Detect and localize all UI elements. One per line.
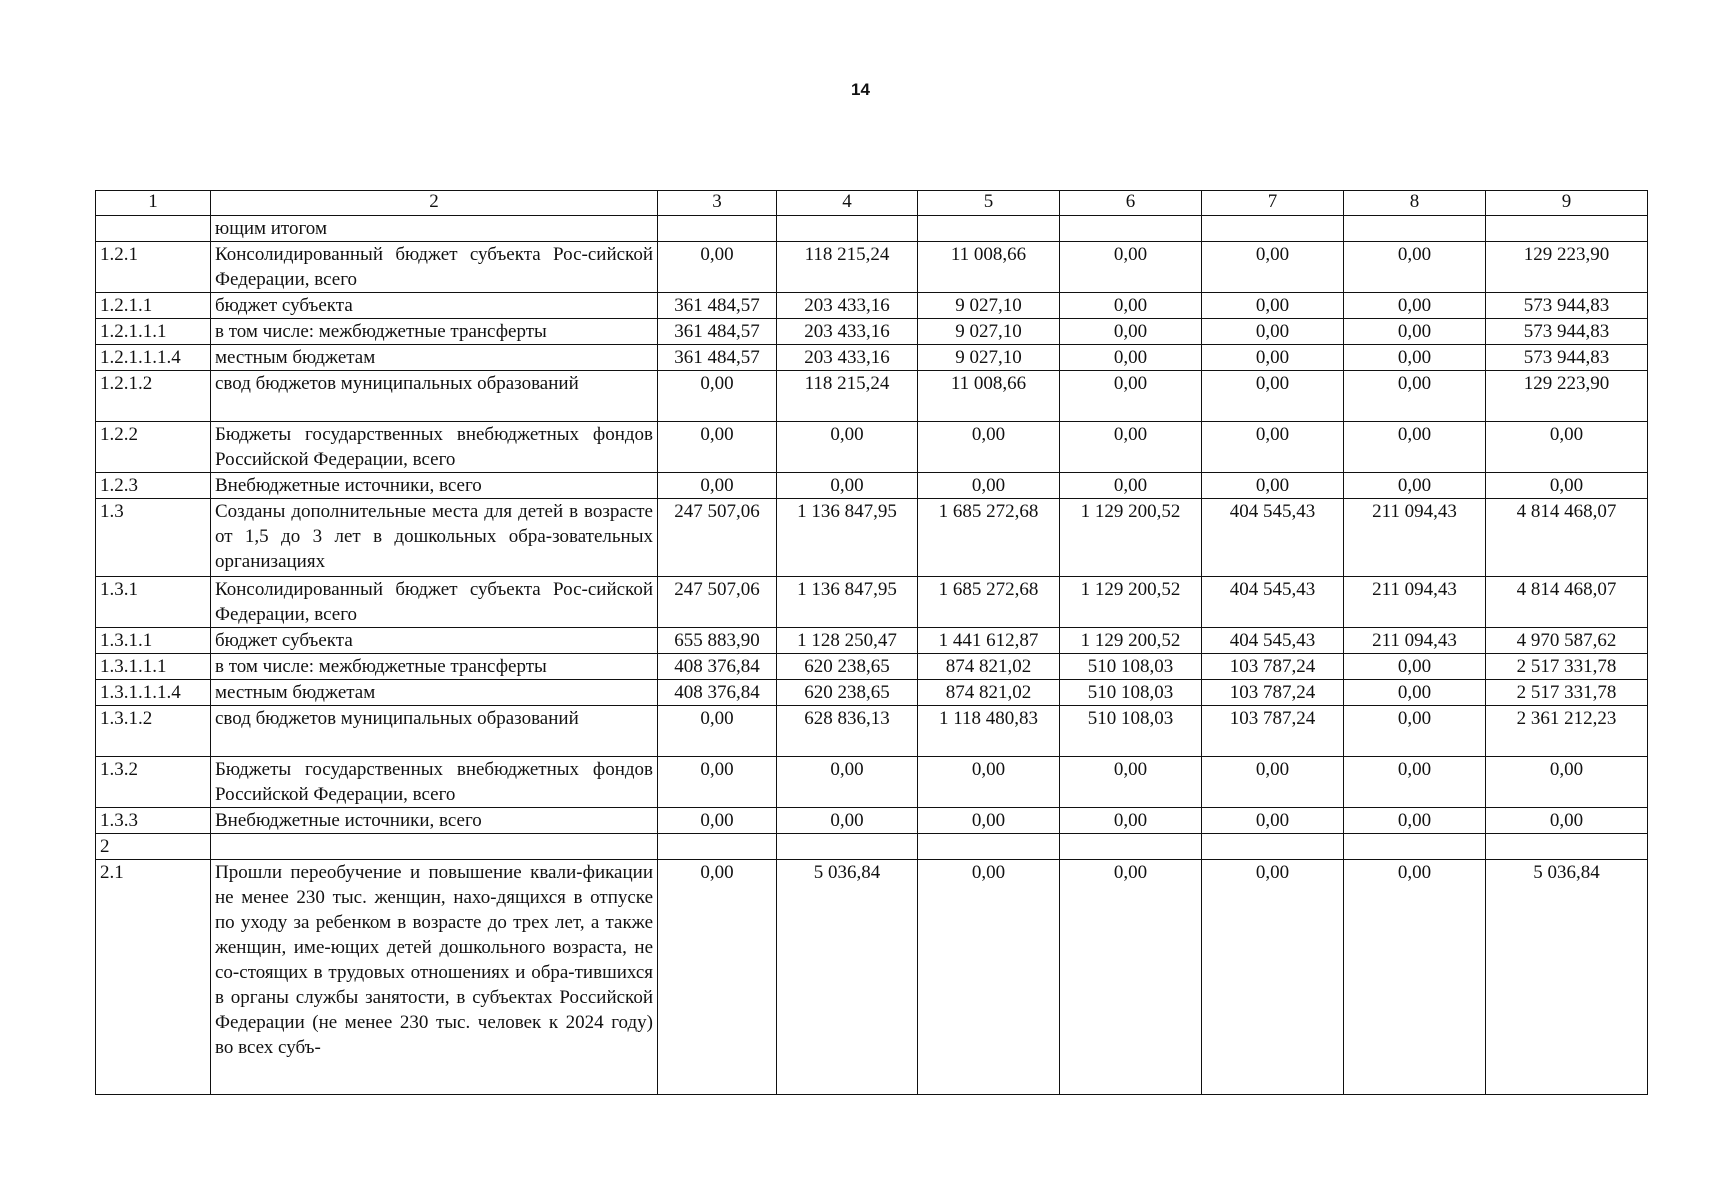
- row-code-cell: 1.3.1.1: [96, 628, 211, 654]
- value-cell-col-8: 0,00: [1344, 293, 1486, 319]
- value-cell-col-9: 0,00: [1486, 422, 1648, 473]
- value-cell-col-7: 103 787,24: [1202, 654, 1344, 680]
- row-description-cell: в том числе: межбюджетные трансферты: [211, 319, 658, 345]
- value-cell-col-9: 0,00: [1486, 473, 1648, 499]
- table-row: [96, 577, 1648, 628]
- value-cell-col-6: 0,00: [1060, 293, 1202, 319]
- value-cell-col-5: 0,00: [918, 473, 1060, 499]
- value-cell-col-6: 0,00: [1060, 757, 1202, 808]
- value-cell-col-7: 0,00: [1202, 242, 1344, 293]
- table-row: [96, 680, 1648, 706]
- value-cell-col-4: 1 136 847,95: [777, 499, 918, 577]
- value-cell-col-4: 620 238,65: [777, 680, 918, 706]
- value-cell-col-5: 0,00: [918, 808, 1060, 834]
- column-header: 1: [96, 191, 211, 216]
- row-code-cell: 1.3.1.1.1.4: [96, 680, 211, 706]
- value-cell-col-4: 0,00: [777, 808, 918, 834]
- value-cell-col-6: 510 108,03: [1060, 654, 1202, 680]
- value-cell-col-3: 361 484,57: [658, 319, 777, 345]
- value-cell-col-8: 0,00: [1344, 654, 1486, 680]
- value-cell-col-7: 0,00: [1202, 319, 1344, 345]
- value-cell-col-6: [1060, 216, 1202, 242]
- row-code-cell: 1.3.3: [96, 808, 211, 834]
- table-row: [96, 757, 1648, 808]
- value-cell-col-4: 628 836,13: [777, 706, 918, 757]
- value-cell-col-8: 0,00: [1344, 319, 1486, 345]
- value-cell-col-5: 1 441 612,87: [918, 628, 1060, 654]
- row-description-cell: местным бюджетам: [211, 345, 658, 371]
- value-cell-col-9: 129 223,90: [1486, 371, 1648, 422]
- row-code-cell: 1.2.1.1.1: [96, 319, 211, 345]
- table-row: [96, 628, 1648, 654]
- table-row: [96, 499, 1648, 577]
- value-cell-col-9: 2 517 331,78: [1486, 654, 1648, 680]
- row-description-cell: ющим итогом: [211, 216, 658, 242]
- value-cell-col-5: 9 027,10: [918, 293, 1060, 319]
- table-row: [96, 422, 1648, 473]
- value-cell-col-3: 247 507,06: [658, 577, 777, 628]
- value-cell-col-6: 0,00: [1060, 808, 1202, 834]
- value-cell-col-3: 0,00: [658, 757, 777, 808]
- value-cell-col-6: 0,00: [1060, 319, 1202, 345]
- value-cell-col-4: 203 433,16: [777, 345, 918, 371]
- row-code-cell: [96, 216, 211, 242]
- row-code-cell: 1.3.2: [96, 757, 211, 808]
- value-cell-col-5: 0,00: [918, 422, 1060, 473]
- value-cell-col-9: 573 944,83: [1486, 293, 1648, 319]
- row-code-cell: 1.2.1.1.1.4: [96, 345, 211, 371]
- row-code-cell: 1.2.2: [96, 422, 211, 473]
- value-cell-col-8: 211 094,43: [1344, 577, 1486, 628]
- value-cell-col-7: 0,00: [1202, 860, 1344, 1095]
- row-description-cell: бюджет субъекта: [211, 628, 658, 654]
- value-cell-col-3: 247 507,06: [658, 499, 777, 577]
- value-cell-col-4: 5 036,84: [777, 860, 918, 1095]
- row-code-cell: 1.2.1: [96, 242, 211, 293]
- value-cell-col-6: 1 129 200,52: [1060, 577, 1202, 628]
- value-cell-col-5: 1 118 480,83: [918, 706, 1060, 757]
- value-cell-col-8: 0,00: [1344, 706, 1486, 757]
- value-cell-col-7: [1202, 834, 1344, 860]
- value-cell-col-8: 0,00: [1344, 680, 1486, 706]
- value-cell-col-7: 0,00: [1202, 757, 1344, 808]
- value-cell-col-5: 0,00: [918, 757, 1060, 808]
- row-code-cell: 1.3.1.1.1: [96, 654, 211, 680]
- value-cell-col-5: 1 685 272,68: [918, 499, 1060, 577]
- value-cell-col-3: 0,00: [658, 706, 777, 757]
- value-cell-col-3: 0,00: [658, 473, 777, 499]
- value-cell-col-5: 11 008,66: [918, 242, 1060, 293]
- value-cell-col-9: 129 223,90: [1486, 242, 1648, 293]
- row-code-cell: 1.2.3: [96, 473, 211, 499]
- budget-table: [95, 190, 1648, 1095]
- row-description-cell: Внебюджетные источники, всего: [211, 808, 658, 834]
- value-cell-col-5: 874 821,02: [918, 654, 1060, 680]
- row-code-cell: 1.3: [96, 499, 211, 577]
- value-cell-col-7: 0,00: [1202, 473, 1344, 499]
- value-cell-col-8: 0,00: [1344, 345, 1486, 371]
- value-cell-col-6: 1 129 200,52: [1060, 628, 1202, 654]
- table-row: [96, 834, 1648, 860]
- table-row: [96, 654, 1648, 680]
- value-cell-col-9: [1486, 834, 1648, 860]
- value-cell-col-9: 0,00: [1486, 757, 1648, 808]
- value-cell-col-4: 1 136 847,95: [777, 577, 918, 628]
- table-row: [96, 371, 1648, 422]
- row-code-cell: 1.3.1: [96, 577, 211, 628]
- value-cell-col-4: 118 215,24: [777, 242, 918, 293]
- value-cell-col-5: 874 821,02: [918, 680, 1060, 706]
- value-cell-col-7: 0,00: [1202, 422, 1344, 473]
- value-cell-col-5: 11 008,66: [918, 371, 1060, 422]
- value-cell-col-9: 4 970 587,62: [1486, 628, 1648, 654]
- value-cell-col-9: 5 036,84: [1486, 860, 1648, 1095]
- value-cell-col-9: 573 944,83: [1486, 345, 1648, 371]
- value-cell-col-5: [918, 216, 1060, 242]
- value-cell-col-8: 0,00: [1344, 860, 1486, 1095]
- value-cell-col-7: 0,00: [1202, 293, 1344, 319]
- value-cell-col-4: 0,00: [777, 422, 918, 473]
- row-code-cell: 2: [96, 834, 211, 860]
- table-row: [96, 216, 1648, 242]
- page-number: 14: [851, 80, 870, 99]
- value-cell-col-9: [1486, 216, 1648, 242]
- row-description-cell: Консолидированный бюджет субъекта Рос-сийской Федерации, всего: [211, 242, 658, 293]
- value-cell-col-9: 2 517 331,78: [1486, 680, 1648, 706]
- column-header: 5: [918, 191, 1060, 216]
- value-cell-col-7: 0,00: [1202, 371, 1344, 422]
- value-cell-col-3: 0,00: [658, 422, 777, 473]
- row-description-cell: свод бюджетов муниципальных образований: [211, 706, 658, 757]
- value-cell-col-6: 0,00: [1060, 422, 1202, 473]
- row-description-cell: бюджет субъекта: [211, 293, 658, 319]
- column-header: 7: [1202, 191, 1344, 216]
- table-row: [96, 293, 1648, 319]
- row-description-cell: Прошли переобучение и повышение квали-фикации не менее 230 тыс. женщин, нахо-дящихся в отпуске по уходу за ребенком в возрасте до трех лет, а также женщин, име-ющих детей дошкольного возраста, не со-стоящих в трудовых отношениях и обра-тившихся в органы службы занятости, в субъектах Российской Федерации (не менее 230 тыс. человек к 2024 году) во всех субъ-: [211, 860, 658, 1095]
- value-cell-col-9: 4 814 468,07: [1486, 577, 1648, 628]
- value-cell-col-6: [1060, 834, 1202, 860]
- value-cell-col-7: 404 545,43: [1202, 628, 1344, 654]
- value-cell-col-7: 404 545,43: [1202, 577, 1344, 628]
- column-header: 9: [1486, 191, 1648, 216]
- value-cell-col-5: 9 027,10: [918, 319, 1060, 345]
- value-cell-col-8: 211 094,43: [1344, 628, 1486, 654]
- value-cell-col-8: [1344, 834, 1486, 860]
- value-cell-col-3: 0,00: [658, 242, 777, 293]
- value-cell-col-3: 0,00: [658, 371, 777, 422]
- value-cell-col-7: 103 787,24: [1202, 680, 1344, 706]
- value-cell-col-3: 361 484,57: [658, 345, 777, 371]
- value-cell-col-7: 404 545,43: [1202, 499, 1344, 577]
- value-cell-col-4: 0,00: [777, 757, 918, 808]
- value-cell-col-5: [918, 834, 1060, 860]
- value-cell-col-4: 203 433,16: [777, 293, 918, 319]
- table-row: [96, 808, 1648, 834]
- column-header: 8: [1344, 191, 1486, 216]
- value-cell-col-7: 103 787,24: [1202, 706, 1344, 757]
- value-cell-col-4: 0,00: [777, 473, 918, 499]
- value-cell-col-6: 0,00: [1060, 345, 1202, 371]
- row-code-cell: 1.2.1.1: [96, 293, 211, 319]
- column-header: 6: [1060, 191, 1202, 216]
- value-cell-col-4: 118 215,24: [777, 371, 918, 422]
- value-cell-col-7: 0,00: [1202, 345, 1344, 371]
- table-row: [96, 345, 1648, 371]
- value-cell-col-3: 408 376,84: [658, 680, 777, 706]
- value-cell-col-7: [1202, 216, 1344, 242]
- table-row: [96, 473, 1648, 499]
- value-cell-col-9: 4 814 468,07: [1486, 499, 1648, 577]
- value-cell-col-3: 0,00: [658, 860, 777, 1095]
- table-row: [96, 860, 1648, 1095]
- value-cell-col-4: [777, 834, 918, 860]
- value-cell-col-5: 9 027,10: [918, 345, 1060, 371]
- value-cell-col-3: 655 883,90: [658, 628, 777, 654]
- value-cell-col-4: 203 433,16: [777, 319, 918, 345]
- value-cell-col-6: 0,00: [1060, 371, 1202, 422]
- row-description-cell: Созданы дополнительные места для детей в возрасте от 1,5 до 3 лет в дошкольных обра-зовательных организациях: [211, 499, 658, 577]
- value-cell-col-6: 1 129 200,52: [1060, 499, 1202, 577]
- row-code-cell: 1.3.1.2: [96, 706, 211, 757]
- column-header: 4: [777, 191, 918, 216]
- row-description-cell: Бюджеты государственных внебюджетных фондов Российской Федерации, всего: [211, 422, 658, 473]
- value-cell-col-8: 0,00: [1344, 757, 1486, 808]
- value-cell-col-6: 510 108,03: [1060, 706, 1202, 757]
- value-cell-col-4: 1 128 250,47: [777, 628, 918, 654]
- value-cell-col-6: 0,00: [1060, 473, 1202, 499]
- value-cell-col-6: 0,00: [1060, 860, 1202, 1095]
- value-cell-col-9: 2 361 212,23: [1486, 706, 1648, 757]
- row-description-cell: свод бюджетов муниципальных образований: [211, 371, 658, 422]
- value-cell-col-4: [777, 216, 918, 242]
- value-cell-col-7: 0,00: [1202, 808, 1344, 834]
- value-cell-col-4: 620 238,65: [777, 654, 918, 680]
- value-cell-col-8: 0,00: [1344, 242, 1486, 293]
- value-cell-col-3: 0,00: [658, 808, 777, 834]
- table-row: [96, 706, 1648, 757]
- table-body: [96, 216, 1648, 1095]
- value-cell-col-3: [658, 216, 777, 242]
- value-cell-col-5: 1 685 272,68: [918, 577, 1060, 628]
- row-description-cell: Консолидированный бюджет субъекта Рос-сийской Федерации, всего: [211, 577, 658, 628]
- row-description-cell: Бюджеты государственных внебюджетных фондов Российской Федерации, всего: [211, 757, 658, 808]
- value-cell-col-8: 211 094,43: [1344, 499, 1486, 577]
- row-code-cell: 1.2.1.2: [96, 371, 211, 422]
- row-description-cell: в том числе: межбюджетные трансферты: [211, 654, 658, 680]
- row-code-cell: 2.1: [96, 860, 211, 1095]
- value-cell-col-8: 0,00: [1344, 808, 1486, 834]
- value-cell-col-6: 0,00: [1060, 242, 1202, 293]
- row-description-cell: [211, 834, 658, 860]
- table-row: [96, 319, 1648, 345]
- value-cell-col-9: 0,00: [1486, 808, 1648, 834]
- value-cell-col-3: 408 376,84: [658, 654, 777, 680]
- value-cell-col-3: [658, 834, 777, 860]
- column-header: 2: [211, 191, 658, 216]
- value-cell-col-3: 361 484,57: [658, 293, 777, 319]
- value-cell-col-8: 0,00: [1344, 422, 1486, 473]
- column-header: 3: [658, 191, 777, 216]
- value-cell-col-9: 573 944,83: [1486, 319, 1648, 345]
- table-row: [96, 242, 1648, 293]
- value-cell-col-8: [1344, 216, 1486, 242]
- row-description-cell: Внебюджетные источники, всего: [211, 473, 658, 499]
- value-cell-col-8: 0,00: [1344, 473, 1486, 499]
- row-description-cell: местным бюджетам: [211, 680, 658, 706]
- column-number-row: [96, 191, 1648, 216]
- value-cell-col-8: 0,00: [1344, 371, 1486, 422]
- value-cell-col-6: 510 108,03: [1060, 680, 1202, 706]
- value-cell-col-5: 0,00: [918, 860, 1060, 1095]
